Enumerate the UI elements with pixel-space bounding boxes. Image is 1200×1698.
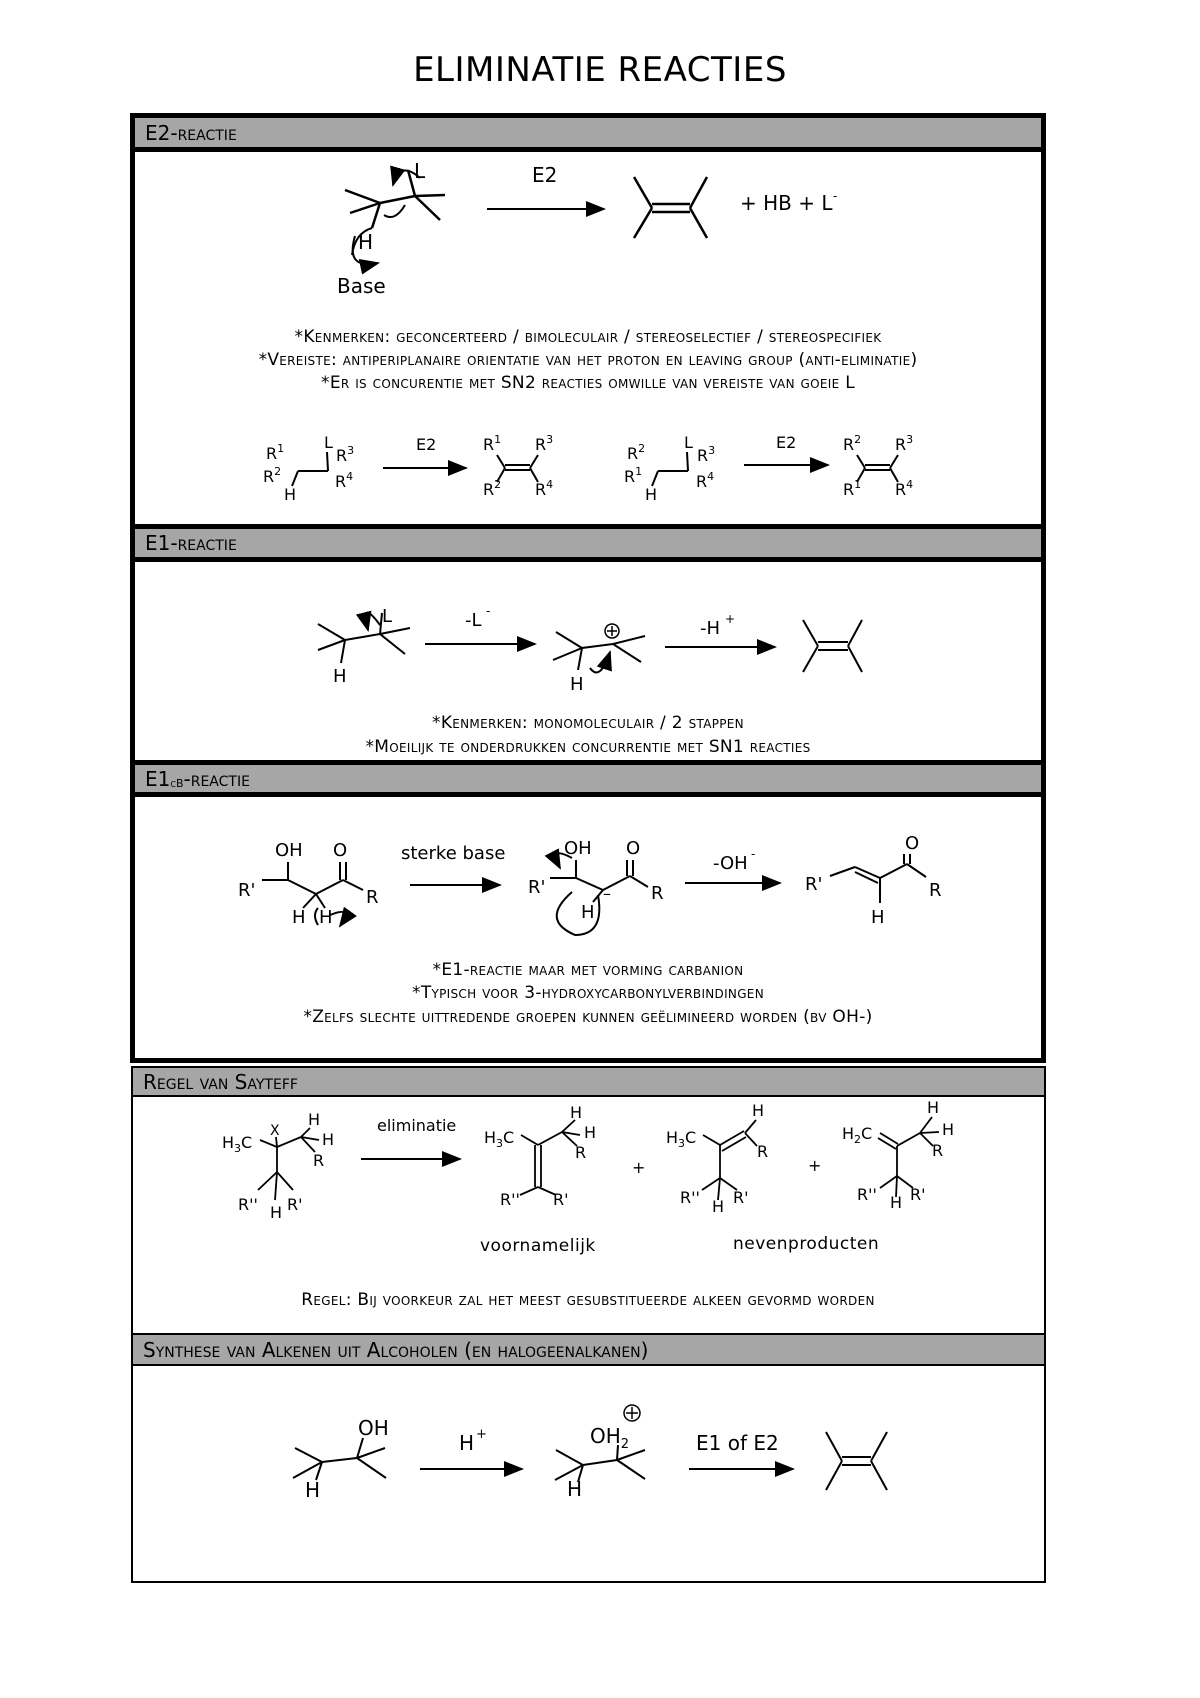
e1cb-product xyxy=(830,854,926,903)
svg-text:+: + xyxy=(725,612,736,626)
svg-text:-L: -L xyxy=(465,610,482,631)
svg-text:OH: OH xyxy=(564,838,592,859)
svg-text:–: – xyxy=(603,884,611,903)
svg-text:R2: $R^2$ xyxy=(627,442,646,463)
svg-text:H: H xyxy=(358,230,374,254)
svg-text:H: H xyxy=(319,907,333,928)
svg-text:-: - xyxy=(486,604,491,618)
e1cb-carbanion xyxy=(550,853,648,935)
svg-text:+: + xyxy=(808,1156,822,1175)
e1-note-2: *Moeilijk te onderdrukken concurrentie met SN1 reacties xyxy=(365,737,811,757)
svg-text:R4: $R^4$ xyxy=(535,478,554,499)
e2-note-2: *Vereiste: antiperiplanaire orientatie van het proton en leaving group (anti-eliminatie) xyxy=(258,350,918,370)
svg-text:-H: -H xyxy=(700,618,721,639)
svg-text:H: H xyxy=(584,1123,597,1142)
svg-text:H: H xyxy=(712,1197,725,1216)
e1-reactant xyxy=(318,613,410,663)
svg-text:X: X xyxy=(270,1123,280,1139)
svg-text:R: R xyxy=(366,887,379,908)
svg-text:eliminatie: eliminatie xyxy=(377,1116,457,1135)
svg-text:H: H xyxy=(942,1120,955,1139)
svg-text:R': R' xyxy=(528,877,546,898)
svg-text:H: H xyxy=(322,1130,335,1149)
svg-text:R': R' xyxy=(287,1195,303,1214)
e2-header: E2-reactie xyxy=(135,118,1041,147)
svg-text:H: H xyxy=(570,1103,583,1122)
e2-arrow-label: E2 xyxy=(532,163,558,187)
svg-text:+: + xyxy=(476,1427,487,1442)
e1-product xyxy=(803,620,862,672)
synthese-header: Synthese van Alkenen uit Alcoholen (en halogeenalkanen) xyxy=(133,1335,1044,1364)
sayteff-main-product xyxy=(520,1120,580,1195)
e1cb-header: E1 cB - reactie xyxy=(135,765,1041,792)
svg-text:L: L xyxy=(414,159,426,183)
svg-text:H: H xyxy=(581,902,595,923)
svg-text:R4: $R^4$ xyxy=(696,470,715,491)
svg-text:H: H xyxy=(270,1203,283,1222)
svg-text:H: H xyxy=(292,907,306,928)
svg-text:R1: $R^1$ xyxy=(483,433,502,454)
svg-text:R'': R'' xyxy=(238,1195,258,1214)
svg-text:L: L xyxy=(684,433,693,452)
e2-products-label: + HB + L xyxy=(740,191,833,215)
svg-text:R3: $R^3$ xyxy=(697,444,716,465)
svg-text:H: H xyxy=(284,485,297,504)
svg-text:H: H xyxy=(459,1431,475,1455)
svg-text:R: R xyxy=(929,880,942,901)
e2-note-1: *Kenmerken: geconcerteerd / bimoleculair / stereoselectief / stereospecifiek xyxy=(294,327,882,347)
svg-text:R: R xyxy=(651,883,664,904)
e2-note-3: *Er is concurentie met SN2 reacties omwille van vereiste van goeie L xyxy=(321,373,855,393)
svg-text:R4: $R^4$ xyxy=(335,470,354,491)
sayteff-main-caption: voornamelijk xyxy=(480,1236,596,1256)
synthese-alcohol xyxy=(293,1438,386,1480)
svg-text:O: O xyxy=(905,833,920,854)
sayteff-rule: Regel: Bij voorkeur zal het meest gesubstitueerde alkeen gevormd worden xyxy=(301,1290,875,1310)
e2-product xyxy=(634,177,707,238)
svg-text:R2: $R^2$ xyxy=(263,465,282,486)
svg-text:H3C: $H_3C$ xyxy=(666,1128,697,1150)
svg-text:E2: E2 xyxy=(416,435,437,454)
svg-text:R3: $R^3$ xyxy=(895,433,914,454)
svg-text:R': R' xyxy=(238,880,256,901)
svg-text:R: R xyxy=(313,1151,325,1170)
e1cb-note-3: *Zelfs slechte uittredende groepen kunnen geëlimineerd worden (bv OH-) xyxy=(303,1007,873,1027)
svg-text:H2C: $H_2C$ xyxy=(842,1124,873,1146)
svg-text:E2: E2 xyxy=(776,433,797,452)
svg-text:H: H xyxy=(752,1101,765,1120)
e1cb-note-1: *E1-reactie maar met vorming carbanion xyxy=(432,960,744,980)
svg-text:+: + xyxy=(632,1158,646,1177)
e1cb-reactant xyxy=(262,862,363,926)
svg-text:H3C: $H_3C$ xyxy=(222,1133,253,1155)
svg-text:R'': R'' xyxy=(500,1190,520,1209)
svg-text:OH: OH xyxy=(275,840,303,861)
svg-text:H: H xyxy=(927,1098,940,1117)
svg-text:L: L xyxy=(324,433,333,452)
svg-text:R': R' xyxy=(733,1188,749,1207)
svg-text:R': R' xyxy=(910,1185,926,1204)
svg-text:H: H xyxy=(890,1193,903,1212)
svg-text:R: R xyxy=(932,1141,944,1160)
svg-text:O: O xyxy=(333,840,348,861)
svg-text:-: - xyxy=(833,189,838,203)
svg-text:O: O xyxy=(626,838,641,859)
sayteff-header: Regel van Sayteff xyxy=(133,1068,1044,1095)
svg-text:H: H xyxy=(570,674,584,695)
svg-text:L: L xyxy=(382,606,393,627)
sayteff-reactant xyxy=(258,1128,319,1200)
e1-carbocation xyxy=(553,624,645,672)
svg-text:H: H xyxy=(645,485,658,504)
svg-text:R2: $R^2$ xyxy=(843,433,862,454)
svg-text:R1: $R^1$ xyxy=(624,465,643,486)
sayteff-side-caption: nevenproducten xyxy=(733,1234,880,1254)
svg-text:H3C: $H_3C$ xyxy=(484,1128,515,1150)
svg-text:H: H xyxy=(567,1477,583,1501)
svg-text:R: R xyxy=(575,1143,587,1162)
synthese-alkene xyxy=(826,1432,887,1490)
svg-text:R4: $R^4$ xyxy=(895,478,914,499)
svg-text:R1: $R^1$ xyxy=(843,478,862,499)
sayteff-side-product-2 xyxy=(878,1117,939,1197)
sayteff-side-product-1 xyxy=(702,1120,757,1200)
e1-header: E1-reactie xyxy=(135,529,1041,557)
svg-text:sterke base: sterke base xyxy=(401,843,506,864)
svg-text:R2: $R^2$ xyxy=(483,478,502,499)
svg-text:R': R' xyxy=(553,1190,569,1209)
e2-base-label: Base xyxy=(337,274,386,298)
svg-text:H: H xyxy=(308,1110,321,1129)
svg-text:R: R xyxy=(757,1142,769,1161)
svg-text:E1 of E2: E1 of E2 xyxy=(696,1431,779,1455)
svg-text:R'': R'' xyxy=(857,1185,877,1204)
svg-text:R1: $R^1$ xyxy=(266,442,285,463)
svg-text:R3: $R^3$ xyxy=(535,433,554,454)
svg-text:H: H xyxy=(305,1478,321,1502)
svg-text:R3: $R^3$ xyxy=(336,444,355,465)
svg-text:H: H xyxy=(871,907,885,928)
svg-text:-OH: -OH xyxy=(713,853,748,874)
svg-text:H: H xyxy=(333,666,347,687)
svg-text:R'': R'' xyxy=(680,1188,700,1207)
e1-note-1: *Kenmerken: monomoleculair / 2 stappen xyxy=(432,713,744,733)
page-title: ELIMINATIE REACTIES xyxy=(413,50,787,90)
svg-text:R': R' xyxy=(805,874,823,895)
svg-text:OH2: $OH_2$ xyxy=(590,1424,630,1452)
svg-text:OH: OH xyxy=(358,1416,389,1440)
e1cb-note-2: *Typisch voor 3-hydroxycarbonylverbindingen xyxy=(412,983,764,1003)
svg-text:-: - xyxy=(751,847,756,861)
